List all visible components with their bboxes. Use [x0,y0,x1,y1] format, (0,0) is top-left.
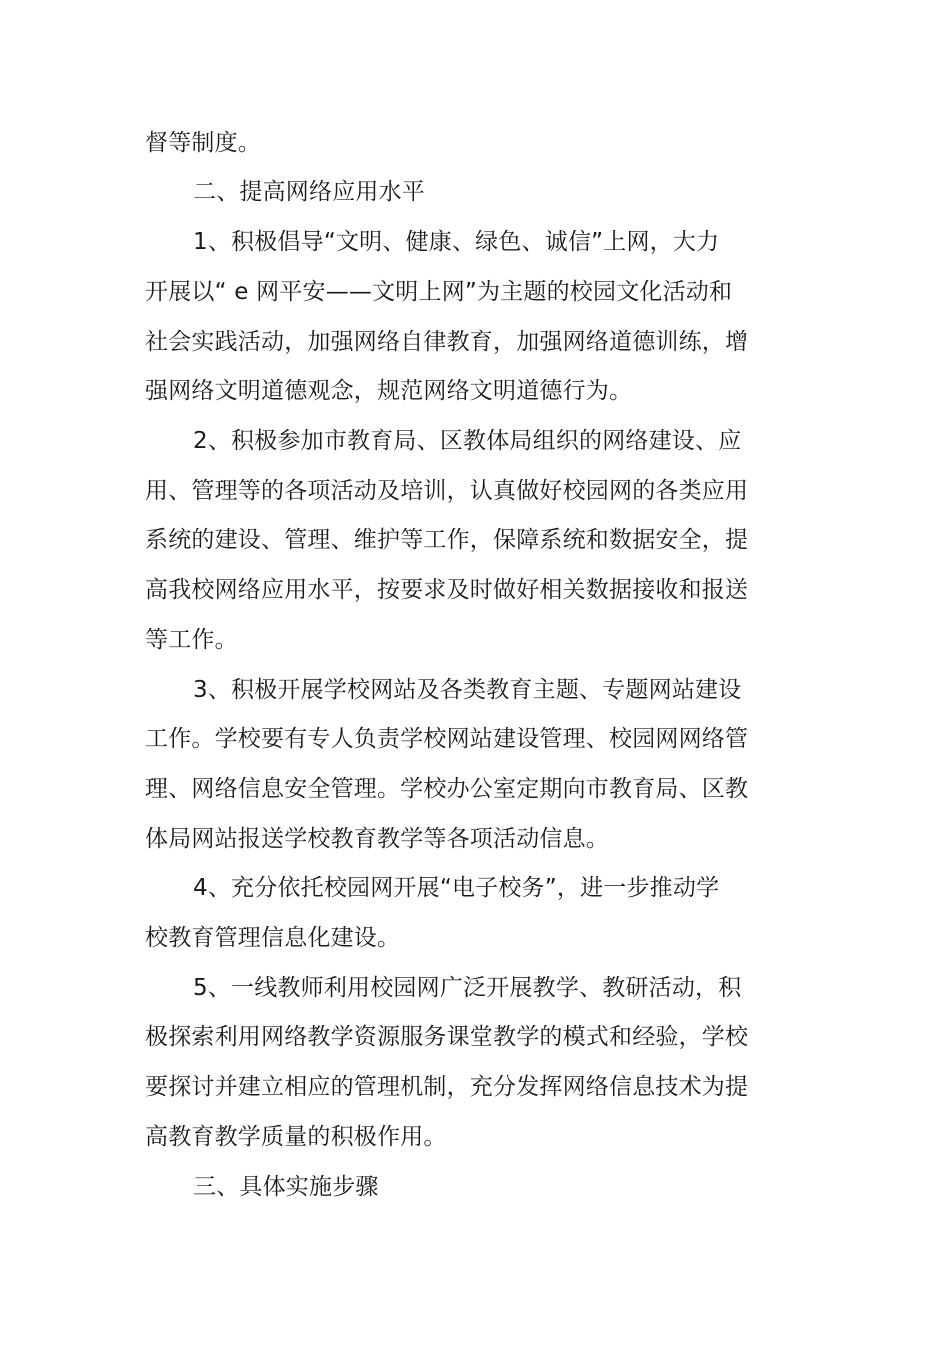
text-line: 等工作。 [145,627,238,653]
text-line: 4、充分依托校园网开展“电子校务”，进一步推动学 [193,875,720,901]
text-line: 系统的建设、管理、维护等工作，保障系统和数据安全，提 [145,527,749,553]
text-line: 要探讨并建立相应的管理机制，充分发挥网络信息技术为提 [145,1074,749,1100]
text-line: 开展以“ e 网平安——文明上网”为主题的校园文化活动和 [145,279,733,305]
section-heading: 二、提高网络应用水平 [193,179,425,205]
text-line: 极探索利用网络教学资源服务课堂教学的模式和经验，学校 [145,1024,749,1050]
text-line: 社会实践活动，加强网络自律教育，加强网络道德训练，增 [145,329,749,355]
text-line: 校教育管理信息化建设。 [145,925,401,951]
text-line: 工作。学校要有专人负责学校网站建设管理、校园网网络管 [145,726,749,752]
text-line: 体局网站报送学校教育教学等各项活动信息。 [145,826,609,852]
text-line: 督等制度。 [145,130,261,156]
text-line: 3、积极开展学校网站及各类教育主题、专题网站建设 [193,677,742,703]
text-line: 用、管理等的各项活动及培训，认真做好校园网的各类应用 [145,478,749,504]
text-line: 2、积极参加市教育局、区教体局组织的网络建设、应 [193,428,742,454]
text-line: 5、一线教师利用校园网广泛开展教学、教研活动，积 [193,975,742,1001]
text-line: 理、网络信息安全管理。学校办公室定期向市教育局、区教 [145,776,749,802]
text-line: 高教育教学质量的积极作用。 [145,1124,447,1150]
section-heading: 三、具体实施步骤 [193,1174,379,1200]
text-line: 强网络文明道德观念，规范网络文明道德行为。 [145,378,633,404]
text-line: 1、积极倡导“文明、健康、绿色、诚信”上网，大力 [193,229,720,255]
text-line: 高我校网络应用水平，按要求及时做好相关数据接收和报送 [145,577,749,603]
